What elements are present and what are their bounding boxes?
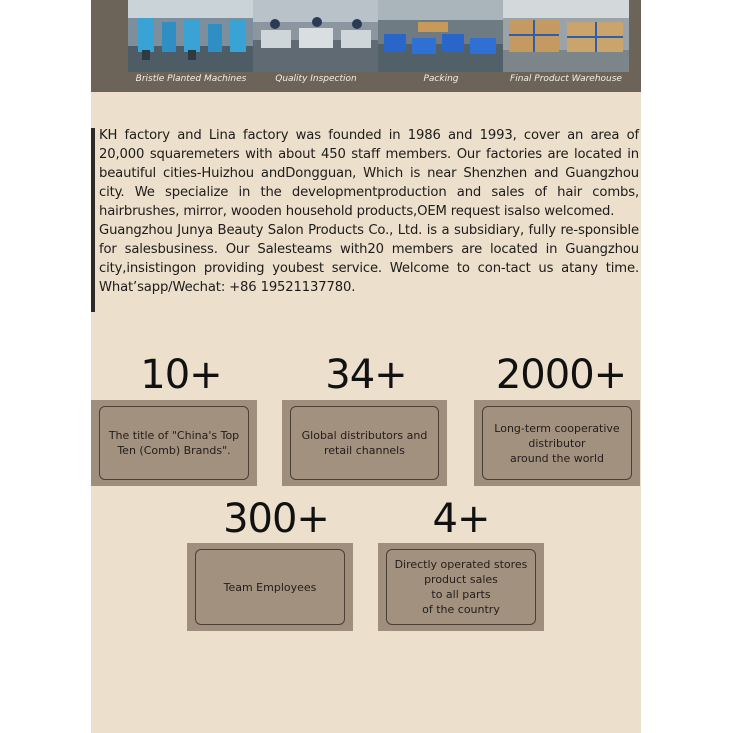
stat-number-cooperative: 2000+ [495,352,627,398]
stat-number-brand-titles: 10+ [140,352,222,398]
stat-card-cooperative [474,400,640,486]
intro-accent-bar [91,128,95,312]
packing-image [378,0,504,72]
stat-label: Global distributors and retail channels [301,429,428,457]
content-panel [91,0,641,733]
photo-final-warehouse [503,0,629,84]
intro-text [99,126,639,297]
bristle-machines-image [128,0,254,72]
stat-card-frame [195,549,345,625]
stat-number-employees: 300+ [223,496,329,542]
company-intro [91,126,641,312]
stat-card-frame [290,406,439,480]
stat-number-stores: 4+ [432,496,490,542]
stat-card-frame [386,549,536,625]
intro-paragraph-subsidiary: Guangzhou Junya Beauty Salon Products Co., Ltd. is a subsidiary, fully re-sponsible for salesbusiness. Our Salesteams with20 members are located in Guangzhou city,insistingon providing youbest service. Welcome to con-tact us atany time. What’sapp/Wechat: +86 19521137780. [99,223,639,295]
stat-label: Team Employees [223,580,317,594]
stat-card-brand-titles [91,400,257,486]
stat-number-distributors: 34+ [325,352,407,398]
factory-photo-strip [91,0,641,92]
quality-inspection-image [253,0,379,72]
stat-card-stores [378,543,544,631]
stat-card-employees [187,543,353,631]
stat-card-frame [482,406,632,480]
stat-card-frame [99,406,249,480]
photo-bristle-machines [128,0,254,84]
photo-caption: Bristle Planted Machines [135,74,247,84]
stat-label: Long-term cooperative distributor around the world [494,421,620,465]
stat-card-distributors [282,400,447,486]
stat-label: Directly operated stores product sales to all parts of the country [394,558,528,616]
photo-caption: Final Product Warehouse [510,74,622,84]
photo-packing [378,0,504,84]
photo-quality-inspection [253,0,379,84]
warehouse-image [503,0,629,72]
intro-paragraph-factories: KH factory and Lina factory was founded in 1986 and 1993, cover an area of 20,000 squaremeters with about 450 staff members. Our factories are located in beautiful cities-Huizhou andDongguan, Which is near Shenzhen and Guangzhou city. We specialize in the developmentproduction and sales of hair combs, hairbrushes, mirror, wooden household products,OEM request isalso welcomed. [99,128,639,219]
stat-label: The title of "China's Top Ten (Comb) Brands". [108,429,240,457]
photo-caption: Quality Inspection [275,74,357,84]
photo-caption: Packing [423,74,459,84]
